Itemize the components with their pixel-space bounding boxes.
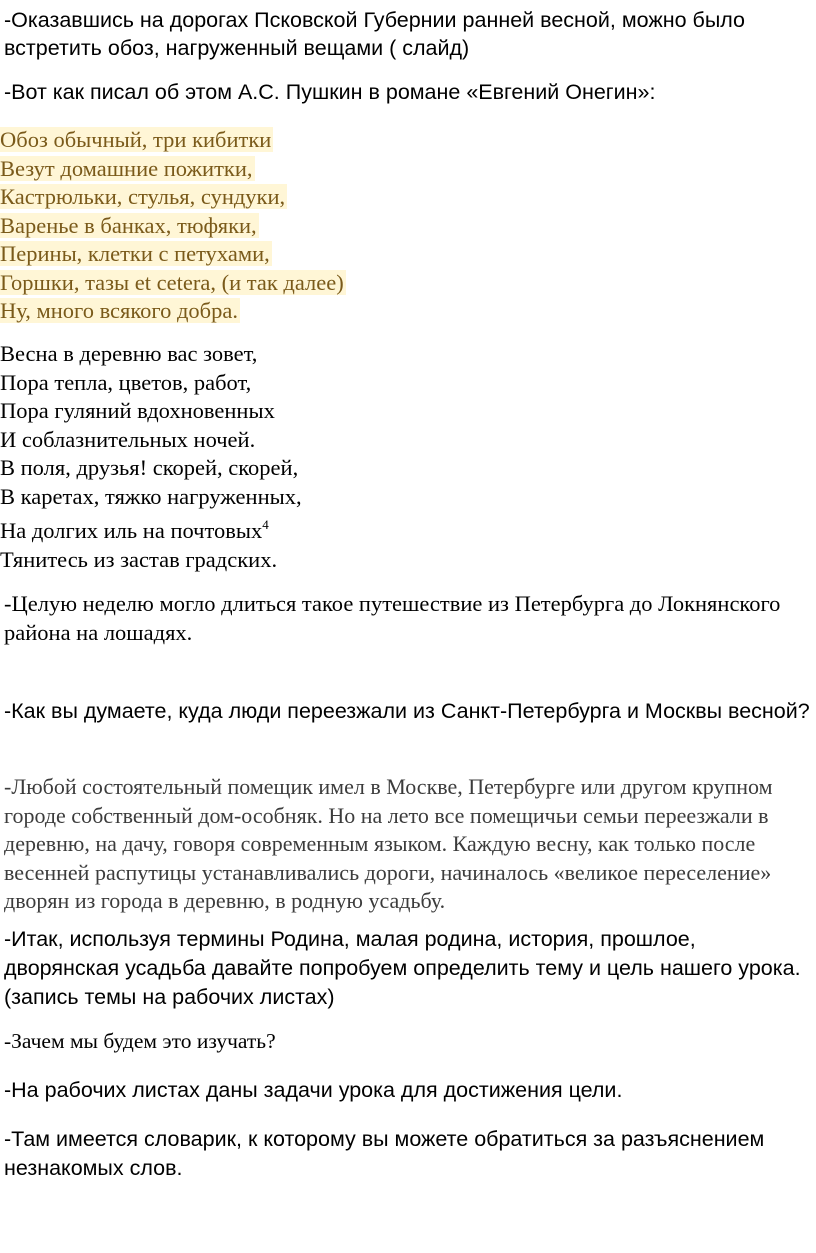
poem-line: В поля, друзья! скорей, скорей,	[0, 455, 299, 480]
poem-line	[0, 511, 302, 546]
poem-line	[0, 183, 346, 212]
poem-line: Тянитесь из застав градских.	[0, 546, 278, 572]
tasks-paragraph: -На рабочих листах даны задачи урока для достижения цели.	[4, 1078, 623, 1102]
intro-paragraph-1: -Оказавшись на дорогах Псковской Губернии ранней весной, можно было встретить обоз, нагруженный вещами ( слайд)	[4, 8, 746, 60]
dictionary-paragraph: -Там имеется словарик, к которому вы можете обратиться за разъяснением незнакомых слов.	[4, 1127, 765, 1180]
poem-line-text: Обоз обычный, три кибитки	[0, 127, 272, 152]
poem-line: Весна в деревню вас зовет,	[0, 341, 258, 366]
question-paragraph: -Как вы думаете, куда люди переезжали из Санкт-Петербурга и Москвы весной?	[4, 699, 810, 723]
poem-line-text: Варенье в банках, тюфяки,	[0, 212, 257, 238]
intro-paragraph-2: -Вот как писал об этом А.С. Пушкин в романе «Евгений Онегин»:	[4, 80, 656, 104]
poem-stanza-oboz	[0, 126, 346, 326]
poem-line-text: Ну, много всякого добра.	[0, 298, 238, 323]
poem-line	[0, 269, 346, 298]
poem-stanza-vesna	[0, 340, 302, 574]
poem-line	[0, 126, 346, 155]
itak-paragraph: -Итак, используя термины Родина, малая родина, история, прошлое, дворянская усадьба давайте попробуем определить тему и цель нашего урока.(запись темы на рабочих листах)	[4, 927, 801, 1009]
poem-line	[0, 212, 346, 241]
poem-line: Пора гуляний вдохновенных	[0, 398, 275, 423]
poem-line-text: Горшки, тазы et cetera, (и так далее)	[0, 269, 344, 295]
poem-line: Пора тепла, цветов, работ,	[0, 369, 252, 395]
poem-line-text: Кастрюльки, стулья, сундуки,	[0, 184, 286, 209]
journey-paragraph: -Целую неделю могло длиться такое путешествие из Петербурга до Локнянского района на лошадях.	[4, 591, 781, 645]
poem-line: И соблазнительных ночей.	[0, 426, 256, 452]
why-paragraph: -Зачем мы будем это изучать?	[4, 1029, 276, 1053]
poem-line	[0, 297, 346, 326]
poem-line-text: На долгих иль на почтовых	[0, 518, 263, 543]
poem-line	[0, 240, 346, 269]
poem-line-text: Перины, клетки с петухами,	[0, 241, 270, 266]
footnote-marker: 4	[262, 517, 269, 532]
poem-line: В каретах, тяжко нагруженных,	[0, 483, 302, 509]
answer-paragraph: -Любой состоятельный помещик имел в Москве, Петербурге или другом крупном городе собственный дом-особняк. Но на лето все помещичьи семьи переезжали в деревню, на дачу, говоря современным языком. Каждую весну, как только после весенней распутицы устанавливались дороги, начиналось «великое переселение» дворян из города в деревню, в родную усадьбу.	[4, 774, 773, 913]
poem-line	[0, 155, 346, 184]
poem-line-text: Везут домашние пожитки,	[0, 155, 253, 181]
